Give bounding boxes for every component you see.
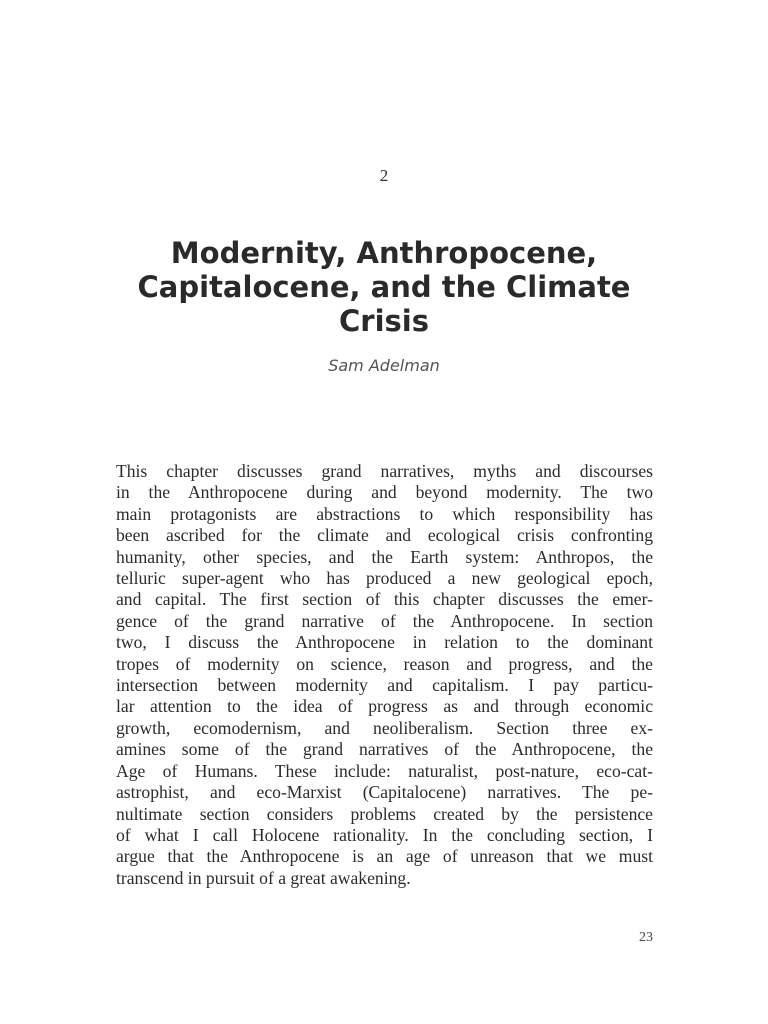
- abstract-line: humanity, other species, and the Earth system: Anthropos, the: [116, 546, 653, 567]
- chapter-abstract: [116, 461, 653, 889]
- abstract-line: of what I call Holocene rationality. In the concluding section, I: [116, 824, 653, 845]
- chapter-title: Modernity, Anthropocene, Capitalocene, and the Climate Crisis: [137, 236, 631, 338]
- abstract-line: in the Anthropocene during and beyond modernity. The two: [116, 482, 653, 503]
- abstract-line: argue that the Anthropocene is an age of unreason that we must: [116, 846, 653, 867]
- abstract-line: two, I discuss the Anthropocene in relation to the dominant: [116, 632, 653, 653]
- abstract-line: astrophist, and eco-Marxist (Capitalocene) narratives. The pe-: [116, 782, 653, 803]
- chapter-author: Sam Adelman: [328, 356, 440, 375]
- abstract-line: Age of Humans. These include: naturalist, post-nature, eco-cat-: [116, 760, 653, 781]
- abstract-line: and capital. The first section of this chapter discusses the emer-: [116, 589, 653, 610]
- abstract-line: gence of the grand narrative of the Anthropocene. In section: [116, 610, 653, 631]
- abstract-line: transcend in pursuit of a great awakening.: [116, 867, 411, 888]
- abstract-line: nultimate section considers problems created by the persistence: [116, 803, 653, 824]
- page-number: 23: [639, 930, 653, 945]
- abstract-line: growth, ecomodernism, and neoliberalism. Section three ex-: [116, 717, 653, 738]
- abstract-line: amines some of the grand narratives of the Anthropocene, the: [116, 739, 653, 760]
- abstract-line: intersection between modernity and capitalism. I pay particu-: [116, 675, 653, 696]
- abstract-line: main protagonists are abstractions to which responsibility has: [116, 503, 653, 524]
- abstract-line: tropes of modernity on science, reason and progress, and the: [116, 653, 653, 674]
- chapter-number: 2: [379, 166, 389, 185]
- abstract-line: lar attention to the idea of progress as and through economic: [116, 696, 653, 717]
- abstract-line: been ascribed for the climate and ecological crisis confronting: [116, 525, 653, 546]
- abstract-line: This chapter discusses grand narratives, myths and discourses: [116, 461, 653, 481]
- abstract-line: telluric super-agent who has produced a new geological epoch,: [116, 568, 653, 589]
